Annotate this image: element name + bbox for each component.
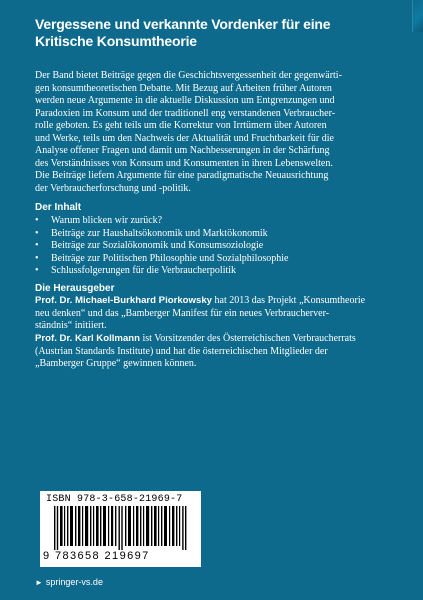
editors-heading: Die Herausgeber — [35, 283, 115, 294]
book-title — [35, 16, 395, 50]
list-item-label: Beiträge zur Sozialökonomik und Konsumsoziologie — [51, 240, 264, 252]
isbn-barcode — [40, 491, 201, 567]
intro-line: Der Band bietet Beiträge gegen die Geschichtsvergessenheit der gegenwärti- — [35, 70, 342, 81]
list-item — [35, 215, 375, 228]
title-line-2: Kritische Konsumtheorie — [35, 33, 197, 49]
bullet-icon: • — [35, 215, 39, 226]
intro-line: werden neue Argumente in die aktuelle Diskussion um Entgrenzungen und — [35, 95, 335, 107]
editor-name: Prof. Dr. Karl Kollmann — [35, 333, 141, 344]
corner-decoration — [412, 0, 423, 32]
bio-line — [35, 333, 397, 346]
bullet-icon: • — [35, 252, 39, 264]
publisher-url[interactable]: springer-vs.de — [45, 577, 103, 587]
editor-bio-piorkowsky — [35, 295, 397, 333]
contents-heading: Der Inhalt — [35, 202, 82, 213]
intro-line: rolle geboten. Es geht teils um die Korrektur von Irrtümern über Autoren — [35, 120, 327, 132]
publisher-link[interactable] — [35, 577, 103, 587]
bullet-icon: • — [35, 227, 39, 239]
intro-line: Die Beiträge liefern Argumente für eine paradigmatische Neuausrichtung — [35, 170, 329, 182]
bullet-icon: • — [35, 240, 39, 252]
bio-line: „Bamberger Gruppe“ gewinnen können. — [35, 358, 197, 370]
title-line-1: Vergessene und verkannte Vordenker für eine — [35, 16, 331, 32]
barcode-icon — [54, 506, 188, 550]
bio-text: hat 2013 das Projekt „Konsumtheorie — [212, 295, 366, 306]
list-item — [35, 228, 375, 241]
arrow-right-icon: ► — [35, 577, 43, 587]
contents-list — [35, 215, 375, 278]
intro-line: Analyse offener Fragen und damit um Nachbesserungen in der Schärfung — [35, 145, 330, 157]
bio-text: ist Vorsitzender des Österreichischen Verbraucherrats — [140, 333, 356, 344]
intro-line: gen konsumtheoretischen Debatte. Mit Bezug auf Arbeiten früher Autoren — [35, 82, 332, 94]
intro-line: des Verständnisses von Konsum und Konsumenten in ihren Lebenswelten. — [35, 157, 333, 169]
bullet-icon: • — [35, 265, 39, 277]
list-item-label: Schlussfolgerungen für die Verbraucherpolitik — [51, 265, 237, 277]
bio-line: neu denken“ und das „Bamberger Manifest für ein neues Verbraucherver- — [35, 307, 330, 319]
list-item — [35, 240, 375, 253]
list-item-label: Beiträge zur Politischen Philosophie und Sozialphilosophie — [51, 252, 289, 264]
bio-line: (Austrian Standards Institute) und hat die österreichischen Mitglieder der — [35, 345, 328, 357]
intro-paragraph — [35, 70, 397, 195]
list-item-label: Warum blicken wir zurück? — [51, 215, 163, 226]
editor-name: Prof. Dr. Michael-Burkhard Piorkowsky — [35, 295, 213, 306]
list-item — [35, 265, 375, 278]
list-item-label: Beiträge zur Haushaltsökonomik und Marktökonomik — [51, 227, 268, 239]
bio-line — [35, 295, 397, 308]
intro-line: der Verbraucherforschung und -politik. — [35, 182, 191, 194]
editor-bio-kollmann — [35, 333, 397, 371]
isbn-number: ISBN 978-3-658-21969-7 — [46, 494, 183, 505]
barcode-digits: 9 783658 219697 — [43, 550, 150, 562]
intro-line: Paradoxien im Konsum und der traditionell eng verstandenen Verbraucher- — [35, 107, 336, 119]
bio-line: ständnis“ initiiert. — [35, 320, 107, 332]
list-item — [35, 253, 375, 266]
intro-line: und Werke, teils um den Nachweis der Aktualität und Fruchtbarkeit für die — [35, 132, 334, 144]
